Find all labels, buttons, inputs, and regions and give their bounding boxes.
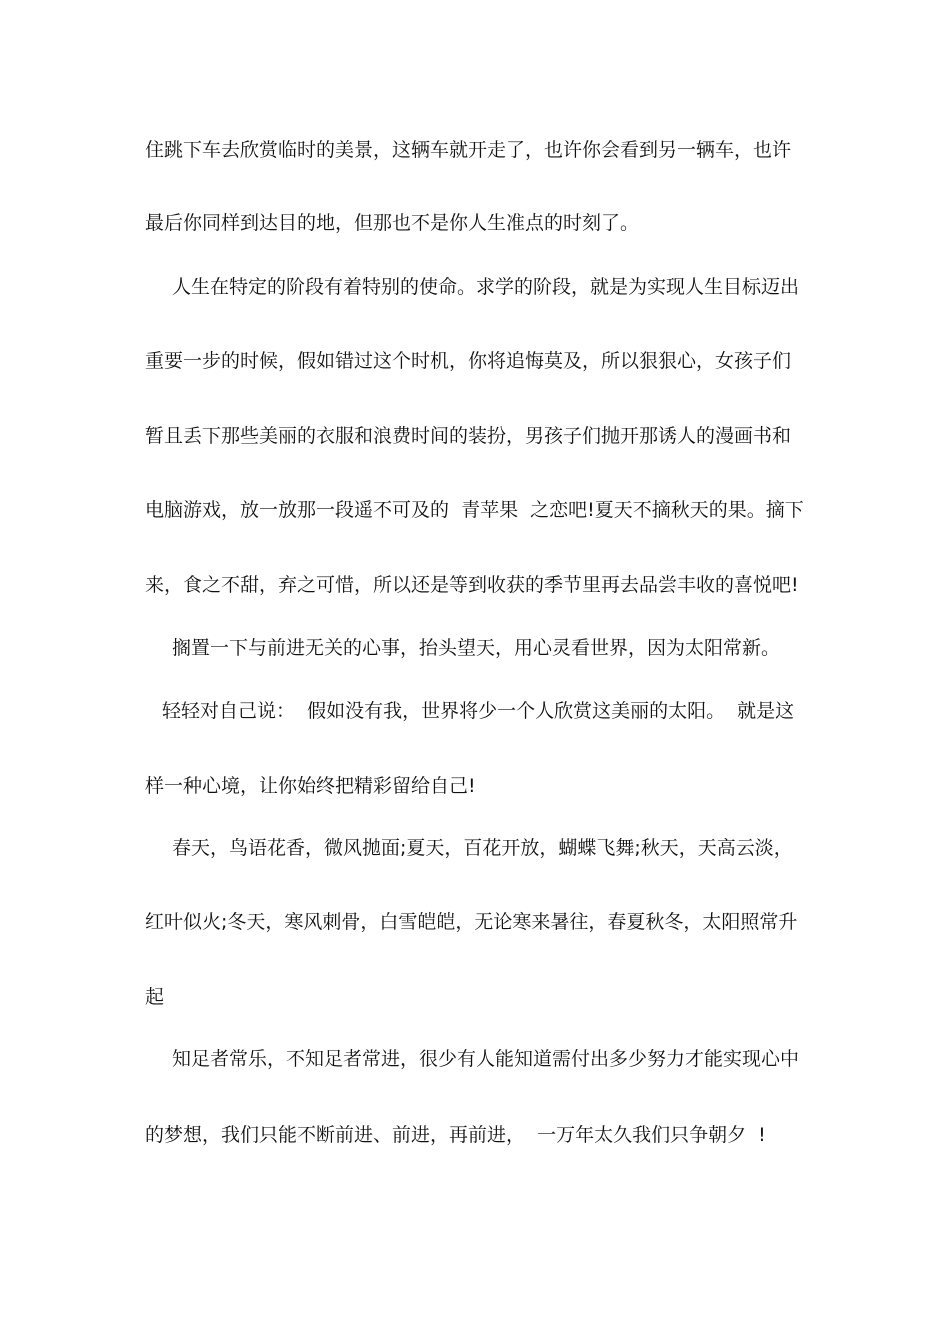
text-line: 住跳下车去欣赏临时的美景，这辆车就开走了，也许你会看到另一辆车，也许	[145, 139, 792, 161]
text-line: 春天，鸟语花香，微风拋面;夏天，百花开放，蝴蝶飞舞;秋天，天高云淡，	[172, 837, 793, 859]
text-line: 重要一步的时候，假如错过这个时机，你将追悔莫及，所以狠狠心，女孩子们	[145, 350, 792, 372]
text-line: 最后你同样到达目的地，但那也不是你人生准点的时刻了。	[145, 212, 640, 234]
text-line: 红叶似火;冬天，寒风刺骨，白雪皑皑，无论寒来暑往，春夏秋冬，太阳照常升	[145, 911, 798, 933]
text-line: 起	[145, 986, 165, 1008]
text-line: 知足者常乐，不知足者常进，很少有人能知道需付出多少努力才能实现心中	[172, 1048, 800, 1070]
text-line: 暂且丢下那些美丽的衣服和浪费时间的装扮，男孩子们抛开那诱人的漫画书和	[145, 425, 792, 447]
text-line: 的梦想，我们只能不断前进、前进，再前进， 一万年太久我们只争朝夕 !	[145, 1124, 766, 1146]
text-line: 电脑游戏，放一放那一段遥不可及的 青苹果 之恋吧!夏天不摘秋天的果。摘下	[145, 499, 804, 521]
text-line: 人生在特定的阶段有着特别的使命。求学的阶段，就是为实现人生目标迈出	[172, 276, 800, 298]
text-line: 搁置一下与前进无关的心事，抬头望天，用心灵看世界，因为太阳常新。	[172, 637, 781, 659]
text-line: 样一种心境，让你始终把精彩留给自己!	[145, 775, 476, 797]
text-line: 来，食之不甜，弃之可惜，所以还是等到收获的季节里再去品尝丰收的喜悦吧!	[145, 574, 799, 596]
text-line: 轻轻对自己说： 假如没有我，世界将少一个人欣赏这美丽的太阳。 就是这	[162, 700, 795, 722]
